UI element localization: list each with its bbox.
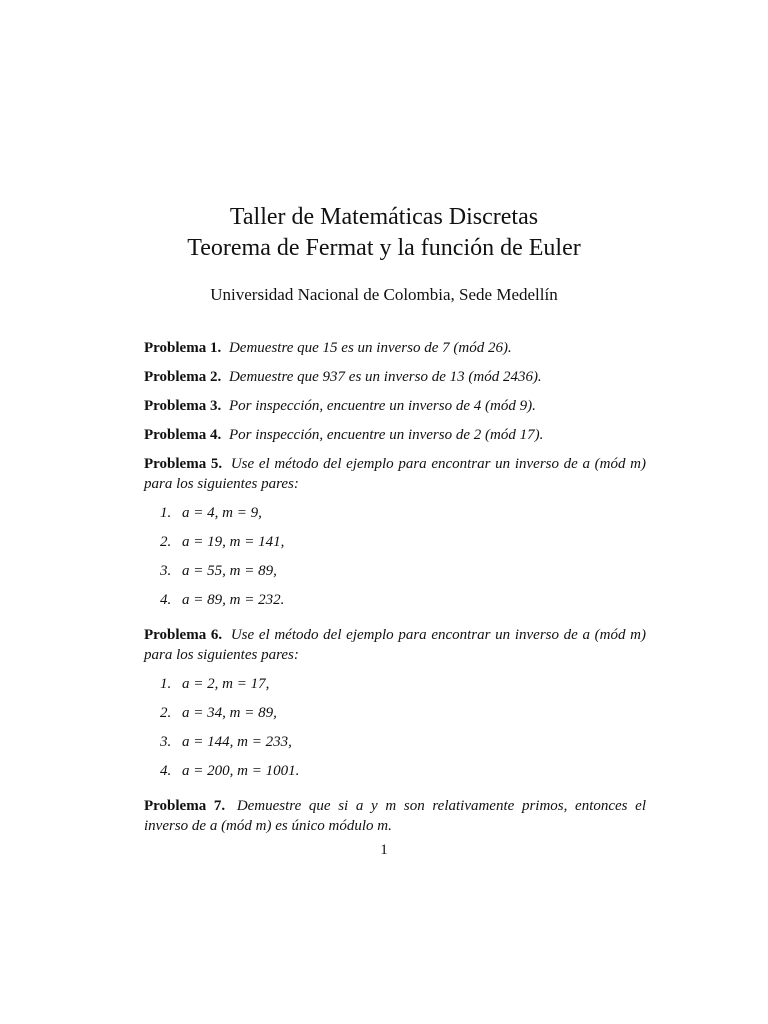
problem-1 [144,338,646,358]
item-expression: a = 55, m = 89, [182,563,277,579]
item-number: 2. [160,705,172,721]
problem-7 [144,796,646,836]
problem-6 [144,625,646,665]
problem-statement: Por inspección, encuentre un inverso de 2 (mód 17). [228,427,544,443]
item-expression: a = 4, m = 9, [182,505,262,521]
problem-label: Problema 2. [144,369,222,385]
list-item [144,674,646,703]
problem-label: Problema 1. [144,340,222,356]
problem-label: Problema 7. [144,798,226,814]
list-item [144,503,646,532]
problem-4 [144,425,646,445]
item-number: 4. [160,592,172,608]
list-item [144,561,646,590]
list-item [144,532,646,561]
item-expression: a = 89, m = 232. [182,592,285,608]
problem-3 [144,396,646,416]
item-expression: a = 34, m = 89, [182,705,277,721]
item-expression: a = 200, m = 1001. [182,763,300,779]
item-number: 4. [160,763,172,779]
problem-label: Problema 6. [144,627,223,643]
list-item [144,590,646,619]
problem-label: Problema 5. [144,456,223,472]
problem-5-block [144,454,646,619]
item-expression: a = 2, m = 17, [182,676,270,692]
item-number: 1. [160,676,172,692]
problem-statement: Demuestre que si a y m son relativamente primos, entonces el inverso de a (mód m) es único módulo m. [144,798,647,834]
item-expression: a = 144, m = 233, [182,734,292,750]
page-number: 1 [380,842,388,858]
problem-2 [144,367,646,387]
problem-label: Problema 3. [144,398,222,414]
problem-statement: Demuestre que 937 es un inverso de 13 (mód 2436). [228,369,542,385]
problem-statement: Use el método del ejemplo para encontrar un inverso de a (mód m) para los siguientes pares: [144,456,647,492]
item-expression: a = 19, m = 141, [182,534,285,550]
list-item [144,761,646,790]
title-line-1: Taller de Matemáticas Discretas [229,204,539,230]
problem-6-pairs [144,674,646,790]
problem-5-pairs [144,503,646,619]
title-line-2: Teorema de Fermat y la función de Euler [187,235,581,261]
affiliation: Universidad Nacional de Colombia, Sede Medellín [210,285,558,304]
list-item [144,703,646,732]
list-item [144,732,646,761]
problem-statement: Demuestre que 15 es un inverso de 7 (mód 26). [228,340,512,356]
problem-statement: Por inspección, encuentre un inverso de 4 (mód 9). [228,398,536,414]
problem-label: Problema 4. [144,427,222,443]
problems-list [144,338,646,845]
item-number: 2. [160,534,172,550]
problem-5 [144,454,646,494]
item-number: 1. [160,505,172,521]
item-number: 3. [160,734,172,750]
problem-statement: Use el método del ejemplo para encontrar un inverso de a (mód m) para los siguientes pares: [144,627,647,663]
item-number: 3. [160,563,172,579]
problem-6-block [144,625,646,790]
